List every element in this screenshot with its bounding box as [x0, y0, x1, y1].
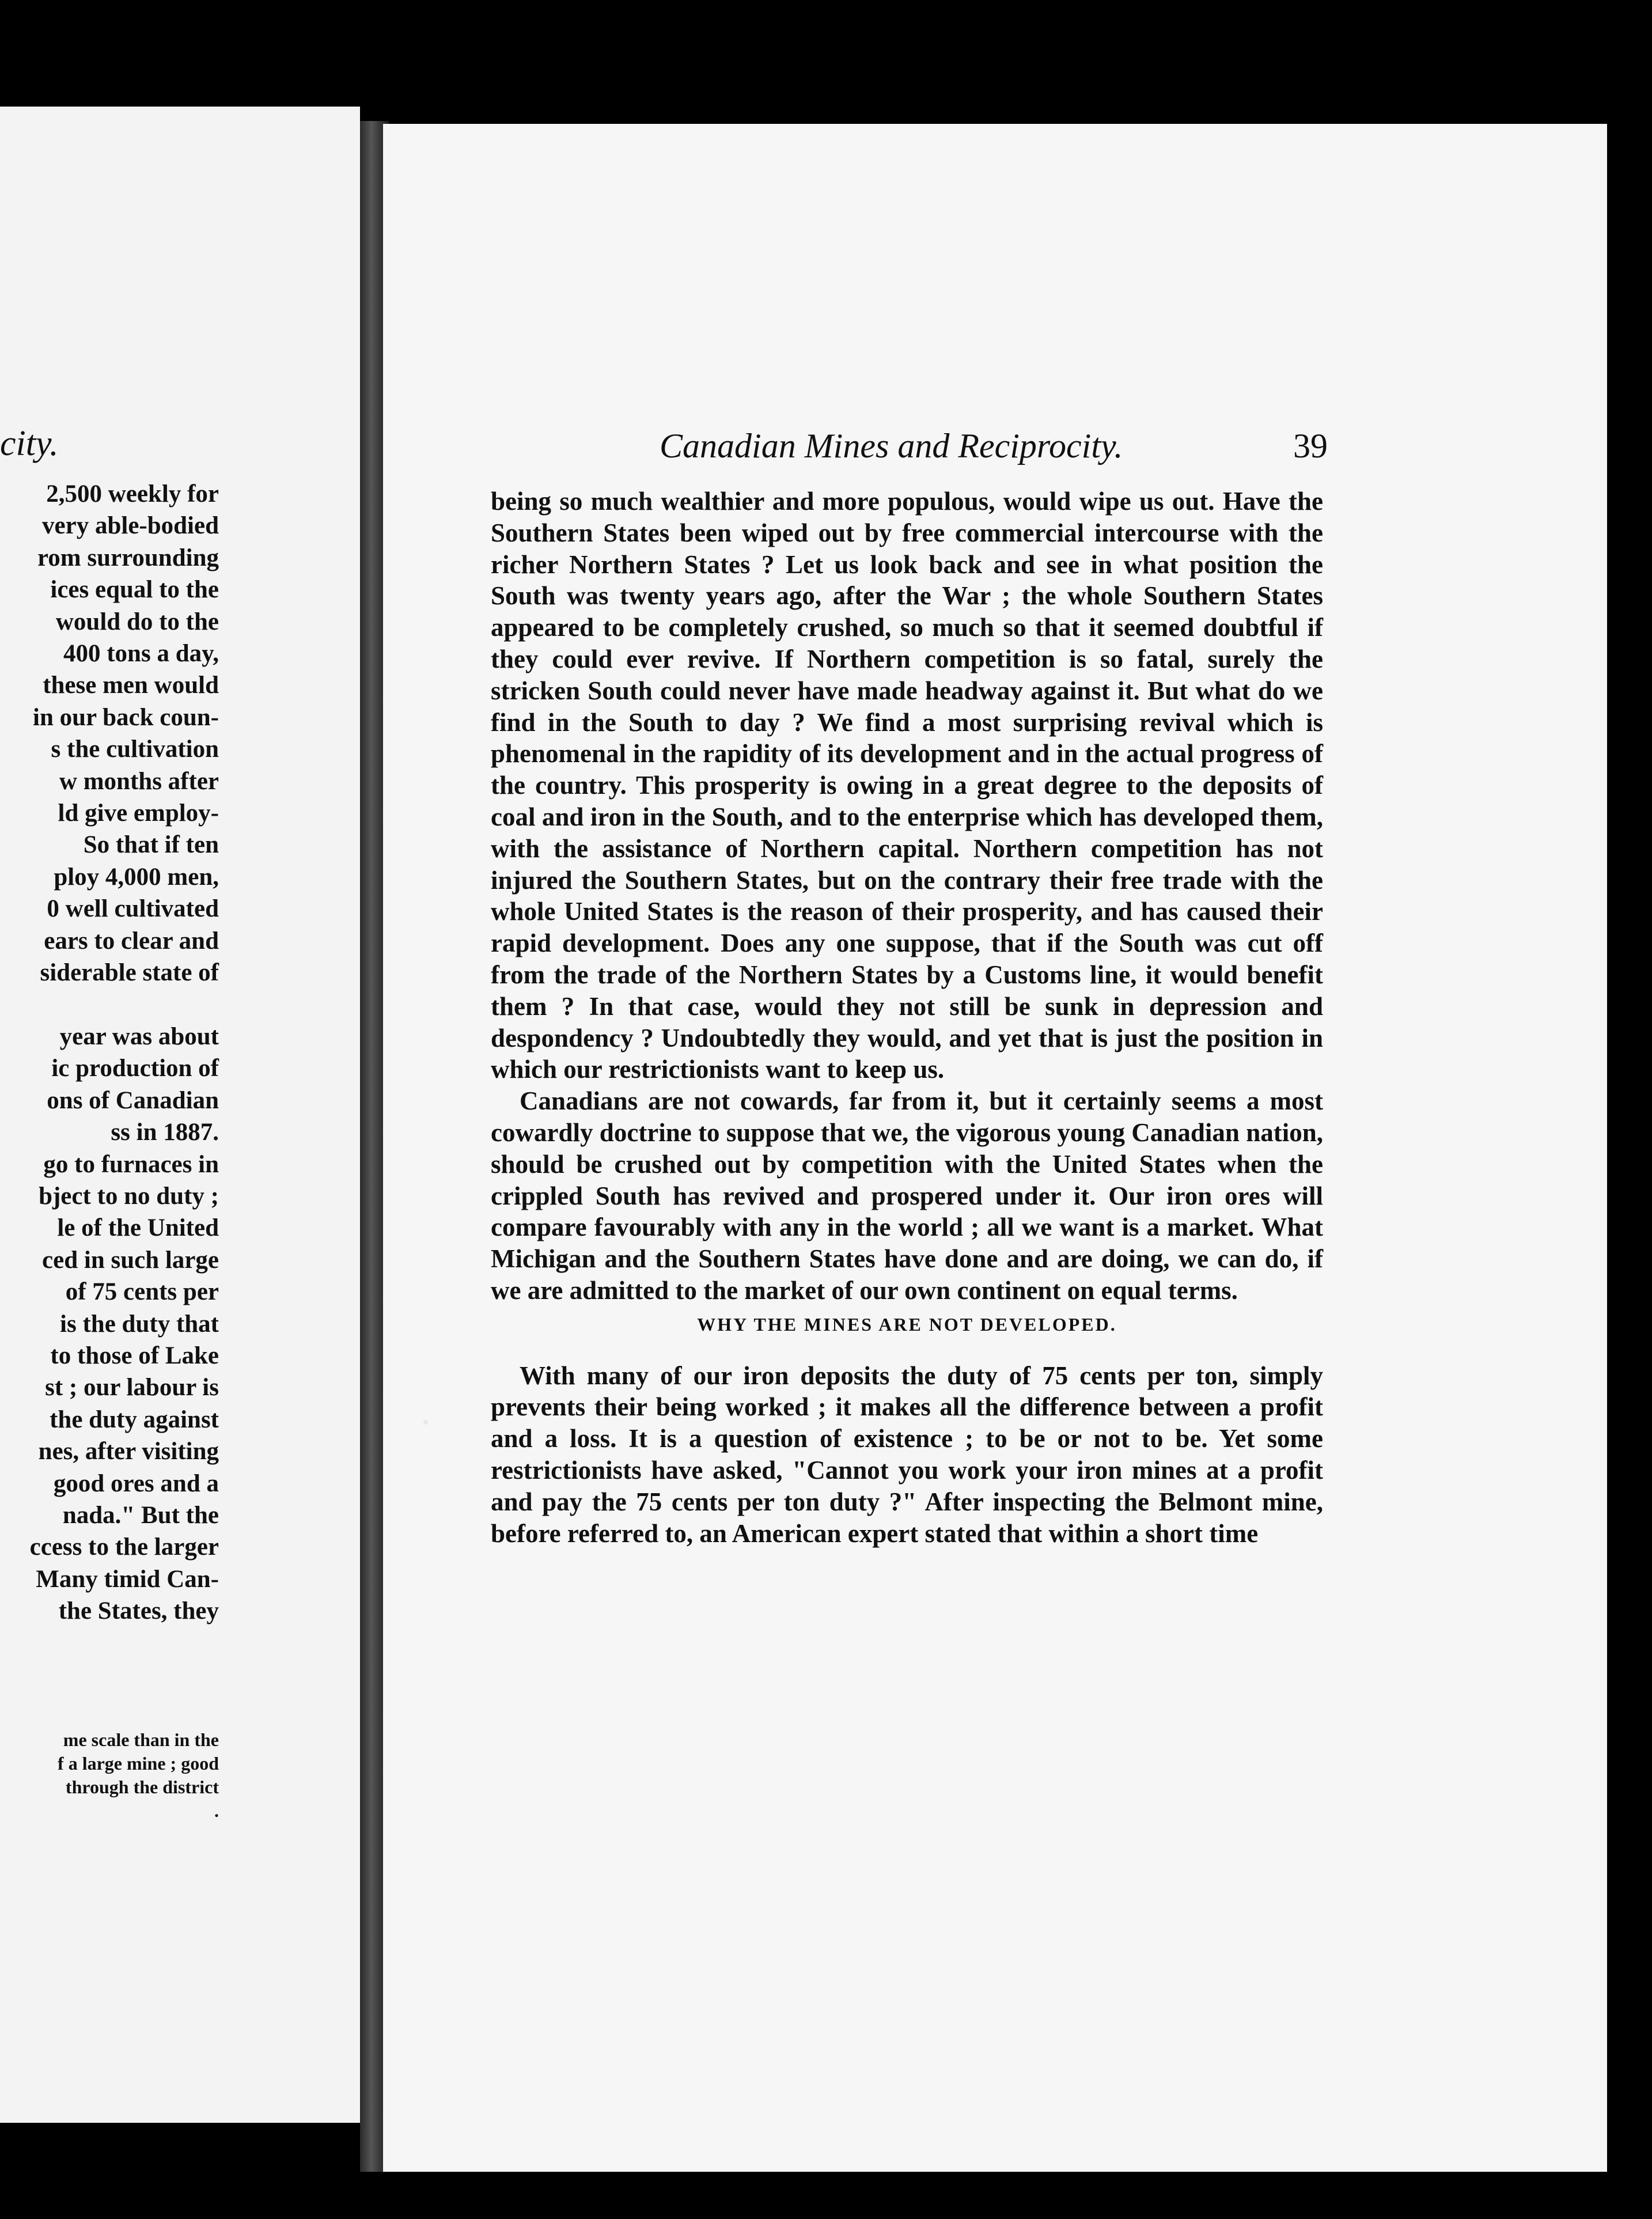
text-line: very able-bodied	[42, 512, 219, 540]
text-line: to those of Lake	[50, 1342, 219, 1369]
text-line: year was about	[59, 1023, 219, 1050]
text-line: Many timid Can-	[36, 1565, 219, 1593]
text-line: the States, they	[58, 1597, 219, 1625]
left-running-head-fragment: city.	[0, 424, 59, 463]
section-heading: WHY THE MINES ARE NOT DEVELOPED.	[697, 1313, 1117, 1335]
text-line: 400 tons a day,	[63, 640, 219, 668]
footnote-line: f a large mine ; good	[58, 1753, 219, 1774]
text-line: le of the United	[57, 1214, 219, 1242]
text-line: go to furnaces in	[43, 1150, 219, 1178]
running-head: Canadian Mines and Reciprocity.	[660, 427, 1123, 465]
text-line: ices equal to the	[50, 576, 219, 604]
paragraph: being so much wealthier and more populous, would wipe us out. Have the Southern States been wiped out by free commercial intercourse with the richer Northern States ? Let us look back and see in what position the South was twenty years ago, after the War ; the whole Southern States appeared to be completely crushed, so much so that it seemed doubtful if they could ever revive. If Northern competition is so fatal, surely the stricken South could never have made headway against it. But what do we find in the South to day ? We find a most surprising revival which is phenomenal in the rapidity of its development and in the actual progress of the country. This prosperity is owing in a great degree to the deposits of coal and iron in the South, and to the enterprise which has developed them, with the assistance of Northern capital. Northern competition has not injured the Southern States, but on the contrary their free trade with the whole United States is the reason of their prosperity, and has caused their rapid development. Does any one suppose, that if the South was cut off from the trade of the Northern States by a Customs line, it would benefit them ? In that case, would they not still be sunk in depression and despondency ? Undoubtedly they would, and yet that is just the position in which our restrictionists want to keep us.	[491, 487, 1323, 1084]
text-line: in our back coun-	[33, 703, 219, 731]
text-line: rom surrounding	[37, 544, 219, 571]
text-line: ears to clear and	[44, 927, 219, 955]
footnote-line: through the district	[65, 1777, 219, 1797]
text-line: would do to the	[55, 608, 219, 635]
text-line: st ; our labour is	[45, 1374, 219, 1402]
text-line: these men would	[43, 672, 219, 699]
text-line: 2,500 weekly for	[46, 480, 219, 508]
text-line	[30, 989, 219, 1021]
text-line: ss in 1887.	[111, 1119, 219, 1146]
page-number: 39	[1293, 427, 1328, 465]
speck-mark	[423, 1420, 428, 1425]
text-line: ons of Canadian	[47, 1086, 219, 1114]
paragraph: Canadians are not cowards, far from it, but it certainly seems a most cowardly doctrine to suppose that we, the vigorous young Canadian nation, should be crushed out by competition with the United States when the crippled South has revived and prospered under it. Our iron ores will compare favourably with any in the world ; all we want is a market. What Michigan and the Southern States have done and are doing, we can do, if we are admitted to the market of our own continent on equal terms.	[491, 1086, 1323, 1305]
text-line: s the cultivation	[51, 736, 219, 763]
footnote-line: .	[214, 1800, 219, 1821]
body-text	[491, 486, 1323, 1549]
text-line: bject to no duty ;	[39, 1182, 219, 1210]
text-line: nada." But the	[62, 1502, 219, 1529]
paragraph: With many of our iron deposits the duty of 75 cents per ton, simply prevents their being worked ; it makes all the difference between a profit and a loss. It is a question of existence ; to be or not to be. Yet some restrictionists have asked, "Cannot you work your iron mines at a profit and pay the 75 cents per ton duty ?" After inspecting the Belmont mine, before referred to, an American expert stated that within a short time	[491, 1361, 1323, 1548]
text-line: So that if ten	[83, 831, 219, 859]
text-line: is the duty that	[60, 1310, 219, 1338]
text-line: ccess to the larger	[29, 1533, 219, 1561]
footnote-line: me scale than in the	[63, 1729, 219, 1750]
text-line: nes, after visiting	[38, 1438, 219, 1466]
text-line: ploy 4,000 men,	[54, 863, 219, 891]
text-line: of 75 cents per	[65, 1278, 219, 1306]
text-line: w months after	[59, 767, 219, 795]
text-line: ld give employ-	[58, 800, 219, 827]
text-line: 0 well cultivated	[47, 895, 219, 923]
text-line: the duty against	[50, 1406, 219, 1433]
left-page	[0, 107, 360, 2123]
left-footnote-fragment	[58, 1728, 219, 1823]
text-line: good ores and a	[53, 1470, 219, 1497]
text-line: ic production of	[51, 1055, 219, 1082]
text-line: siderable state of	[40, 959, 219, 987]
left-page-text-fragment	[30, 478, 219, 1627]
text-line: ced in such large	[42, 1246, 219, 1274]
